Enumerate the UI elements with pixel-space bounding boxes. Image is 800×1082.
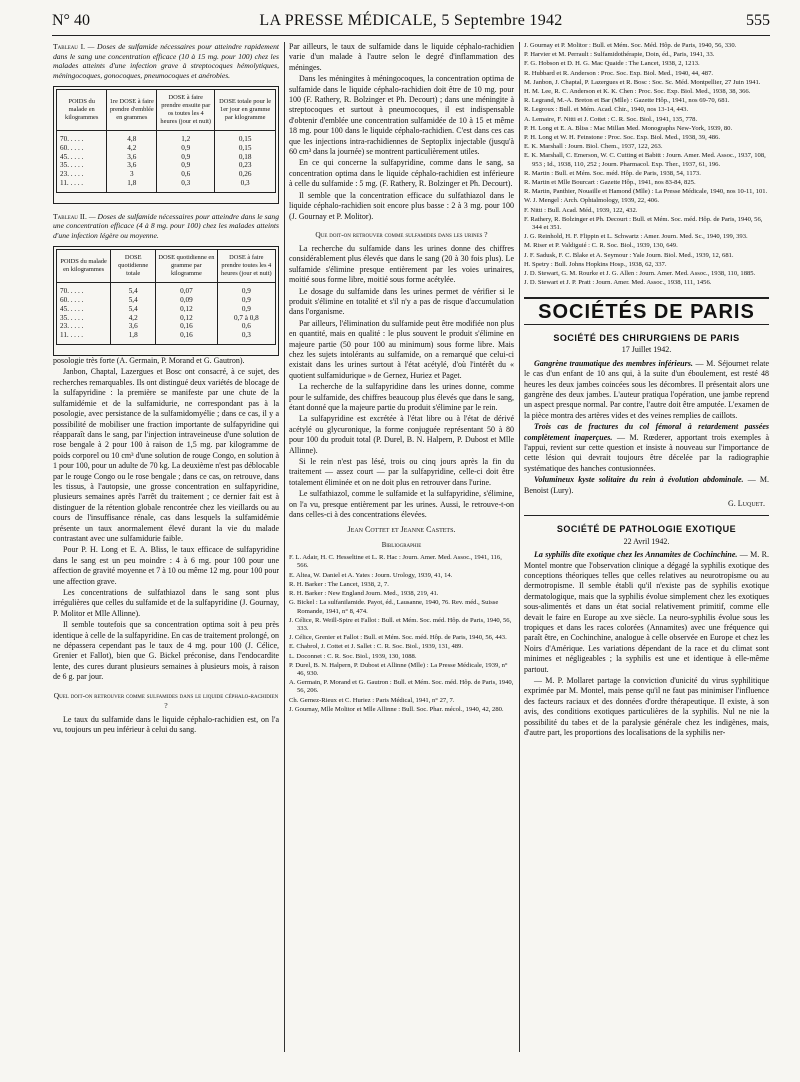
column-2-body-2	[289, 244, 514, 521]
column-header: POIDS du malade en kilogrammes	[57, 90, 107, 131]
paragraph: La recherche du sulfamide dans les urines donne des chiffres considérablement plus élevés que dans le sang (20 à 30 fois plus). Le sulfamide s'élimine presque entièrement par les voies urinaires, moitié sous forme libre, moitié sous forme acétylée.	[289, 243, 514, 285]
table-cell: 3,6	[111, 322, 156, 331]
reference-entry: P. H. Long et W. H. Feinstone : Proc. Soc. Exp. Biol. Med., 1938, 39, 486.	[524, 134, 720, 142]
table-2-frame	[53, 246, 279, 356]
table-cell: 0,3	[217, 331, 275, 344]
table-row	[57, 296, 276, 305]
table-row	[57, 179, 276, 192]
reference-entry: G. Bickel : La sulfanilamide. Payot, éd., Lausanne, 1940, 76. Rev. méd., Suisse Romande, 1941, n° 8, 474.	[289, 599, 499, 615]
table-cell: 0,9	[157, 153, 215, 162]
table-cell: 0,12	[156, 314, 218, 323]
bibliography-list-continued	[524, 42, 769, 287]
column-header: 1re DOSE à faire prendre d'emblée en grammes	[107, 90, 157, 131]
paragraph: Les concentrations de sulfathiazol dans le sang sont plus irrégulières que celles du sulfamide et de la sulfapyridine (J. Gournay, P. Molitor et Mlle Allinne).	[53, 588, 279, 618]
table-cell: 23. . . . .	[57, 170, 107, 179]
item-title: Volumineux kyste solitaire du rein à évolution abdominale.	[534, 475, 744, 485]
reference-entry: J. F. Sadusk, F. C. Blake et A. Seymour : Yale Journ. Biol. Med., 1939, 12, 681.	[524, 251, 734, 259]
societes-title: SOCIÉTÉS DE PARIS	[524, 297, 769, 317]
society-1-signature: G. Luquet.	[728, 498, 765, 508]
reference-entry: P. H. Long et E. A. Bliss : Mac Millan Med. Monographs New-York, 1939, 80.	[524, 124, 733, 132]
reference-entry: R. Legroux : Bull. et Mém. Acad. Chir., 1940, nos 13-14, 443.	[524, 106, 689, 114]
table-row	[57, 170, 276, 179]
paragraph: Par ailleurs, le taux de sulfamide dans le liquide céphalo-rachidien varie d'un malade à l'autre selon le degré d'inflammation des méninges.	[289, 42, 514, 72]
reference-entry: M. Riser et P. Valdiguié : C. R. Soc. Biol., 1939, 130, 649.	[524, 242, 678, 250]
society-1-date: 17 Juillet 1942.	[621, 345, 672, 355]
bibliography-heading: Bibliographie	[381, 541, 422, 549]
reference-entry: J. Célice, R. Weill-Spire et Fallot : Bull. et Mém. Soc. méd. Hôp. de Paris, 1940, 56, 333.	[289, 616, 512, 632]
reference-entry: J. D. Stewart et J. P. Pratt : Journ. Amer. Med. Assoc., 1938, 111, 1456.	[524, 279, 712, 287]
table-cell: 35. . . . .	[57, 161, 107, 170]
reference-entry: Ch. Gernez-Rieux et C. Huriez : Paris Médical, 1941, n° 27, 7.	[289, 696, 455, 704]
table-cell: 5,4	[111, 283, 156, 296]
table-1-label: Tableau I.	[53, 42, 85, 51]
reference-entry: W. J. Mengel : Arch. Ophtalmology, 1939, 22, 406.	[524, 197, 660, 205]
column-header: POIDS du malade en kilogrammes	[57, 250, 111, 283]
table-cell: 45. . . . .	[57, 305, 111, 314]
table-cell: 0,07	[156, 283, 218, 296]
column-1-body-2	[53, 715, 279, 736]
paragraph: Le dosage du sulfamide dans les urines permet de vérifier si le produit s'élimine en totalité et s'il n'y a pas de risque d'accumulation dans l'organisme.	[289, 286, 514, 317]
section-heading-urines: Que doit-on retrouver comme sulfamides dans les urines ?	[315, 229, 488, 239]
column-2	[289, 42, 514, 1057]
society-1-name: SOCIÉTÉ DES CHIRURGIENS DE PARIS	[524, 324, 769, 343]
table-cell: 3	[107, 170, 157, 179]
table-cell: 0,9	[157, 144, 215, 153]
paragraph: Le sulfathiazol, comme le sulfamide et la sulfapyridine, s'élimine, on l'a vu, presque entièrement par les urines. Aussi, le retrouve-t-on dans celles-ci à des concentrations élevées.	[289, 489, 514, 520]
table-row	[57, 314, 276, 323]
table-cell: 11. . . . .	[57, 179, 107, 192]
column-1-body	[53, 356, 279, 683]
column-divider-1	[284, 42, 285, 1052]
society-2-name: SOCIÉTÉ DE PATHOLOGIE EXOTIQUE	[524, 515, 769, 534]
table-cell: 60. . . . .	[57, 296, 111, 305]
column-header: DOSE à faire prendre ensuite par os toutes les 4 heures (jour et nuit)	[157, 90, 215, 131]
table-cell: 0,23	[215, 161, 276, 170]
table-cell: 4,8	[107, 131, 157, 144]
table-cell: 11. . . . .	[57, 331, 111, 344]
table-row	[57, 153, 276, 162]
item-title: Trois cas de fractures du col fémoral à retardement passées complètement inaperçues.	[524, 422, 769, 442]
table-cell: 0,16	[156, 331, 218, 344]
table-cell: 0,16	[156, 322, 218, 331]
society-2-date: 22 Avril 1942.	[623, 536, 670, 546]
reference-entry: J. G. Reinhold, H. F. Flippin et L. Schwartz : Amer. Journ. Med. Sc., 1940, 199, 393.	[524, 233, 748, 241]
reference-entry: R. H. Barker : The Lancet, 1938, 2, 7.	[289, 580, 389, 588]
reference-entry: P. Durel, B. N. Halpern, P. Dubost et Allinne (Mlle) : La Presse Médicale, 1939, n° 46, 930.	[289, 661, 508, 677]
table-row	[57, 131, 276, 144]
column-1	[53, 42, 279, 1057]
table-cell: 4,2	[107, 144, 157, 153]
paragraph: Pour P. H. Long et E. A. Bliss, le taux efficace de sulfapyridine dans le sang est un peu moindre : 4 à 6 mg. pour 100 pour une affection de gravité moyenne et 7 à 10 ou même 12 mg. pour 100 pour une affection grave.	[53, 545, 279, 586]
table-cell: 60. . . . .	[57, 144, 107, 153]
paragraph: En ce qui concerne la sulfapyridine, comme dans le sang, sa concentration optima dans le liquide céphalo-rachidien est inférieure à celle du sulfamide : 5 mg. (F. Rathery, R. Bolzinger et Ph. Decourt).	[289, 158, 514, 189]
table-cell: 70. . . . .	[57, 131, 107, 144]
table-cell: 5,4	[111, 305, 156, 314]
reference-entry: M. Janbon, J. Chaptal, P. Lazergues et R. Bosc : Soc. Sc. Méd. Montpellier, 27 Juin 1941.	[524, 78, 761, 86]
table-cell: 0,9	[217, 296, 275, 305]
table-row	[57, 305, 276, 314]
table-2-caption	[53, 212, 279, 241]
reference-entry: E. K. Marshall, C. Emerson, W. C. Cutting et Babitt : Journ. Amer. Med. Assoc., 1937, 108, 953 ; Id., 1938, 110, 252 ; Journ. Pharmacol. Exp. Ther., 1937, 61, 196.	[524, 152, 766, 168]
item-title: La syphilis dite exotique chez les Annamites de Cochinchine.	[534, 550, 738, 560]
column-header: DOSE quotidienne en gramme par kilogramme	[156, 250, 218, 283]
reference-entry: F. Nitti : Bull. Acad. Méd., 1939, 122, 432.	[524, 206, 638, 214]
society-1-item-1	[524, 359, 769, 421]
table-cell: 4,2	[111, 314, 156, 323]
section-heading-lcr: Quel doit-on retrouver comme sulfamides dans le liquide céphalo-rachidien ?	[53, 690, 279, 710]
reference-entry: J. Célice, Grenier et Fallot : Bull. et Mém. Soc. méd. Hôp. de Paris, 1940, 56, 443.	[289, 634, 507, 642]
page-header	[52, 12, 770, 34]
article-signature: Jean Cottet et Jeanne Castets.	[347, 525, 456, 535]
column-header: DOSE totale pour le 1er jour en gramme par kilogramme	[215, 90, 276, 131]
table-1-frame	[53, 86, 279, 204]
table-cell: 0,15	[215, 131, 276, 144]
reference-entry: H. M. Lee, R. C. Anderson et K. K. Chen : Proc. Soc. Exp. Biol. Med., 1938, 38, 366.	[524, 88, 751, 96]
column-divider-2	[519, 42, 520, 1052]
table-cell: 0,6	[217, 322, 275, 331]
table-1-caption-text: — Doses de sulfamide nécessaires pour atteindre rapidement dans le sang une concentration efficace (10 à 15 mg. pour 100) chez les malades atteints d'une infection grave à streptocoques hémolytiques, méningocoques, gonocoques, pneumocoques et anérobies.	[53, 42, 279, 80]
table-cell: 0,7 à 0,8	[217, 314, 275, 323]
paragraph: Janbon, Chaptal, Lazergues et Bosc ont consacré, à ce sujet, des recherches remarquables. Ils ont distingué deux variétés de blocage de la sulfapyridine : la première se manifeste par une chute de la sulfamidémie et de la sulfamidurie, ne correspondant pas à la posologie, avec persistance de la sulfamidomyélie ; dans ce cas, il y a possibilité de mobiliser une fraction importante de sulfapyridine qui réapparaît dans le sang, par l'injection intraveineuse d'une solution de rose bengale à 2 pour 100 à raison de 1,5 mg. par kilogramme de poids corporel ou 10 cm³ d'une solution de rouge Congo, en solution à 1 pour 100, pour un adulte de 70 kg. La deuxième n'est pas déblocable par le rouge Congo ou le rose bengale ; dans ce cas, on retrouve, dans les tissus, à l'autopsie, une grosse concentration en sulfapyridine, plusieurs semaines après l'arrêt du traitement ; ce dernier fait est à distinguer de la rétention globale rencontrée chez les vieillards ou au cours de l'insuffisance rénale, cas dans lesquels la sulfamidémie présente un taux anormalement élevé durant la vie du malade contrastant avec une sulfamidurie faible.	[53, 367, 279, 543]
bibliography-list	[289, 554, 514, 714]
paragraph: posologie très forte (A. Germain, P. Morand et G. Gautron).	[53, 356, 245, 366]
journal-title: LA PRESSE MÉDICALE, 5 Septembre 1942	[259, 12, 563, 29]
table-cell: 45. . . . .	[57, 153, 107, 162]
item-text: — M. Rœderer, apportant trois exemples à l'appui, revient sur cette question et insiste à nouveau sur l'importance de cette lésion qui devrait toujours être décelée par la radiographie systématique des hanches contusionnées.	[524, 432, 769, 473]
table-cell: 23. . . . .	[57, 322, 111, 331]
table-cell: 3,6	[107, 161, 157, 170]
reference-entry: R. Hubbard et R. Anderson : Proc. Soc. Exp. Biol. Med., 1940, 44, 487.	[524, 69, 714, 77]
reference-entry: J. D. Stewart, G. M. Rourke et J. G. Allen : Journ. Amer. Med. Assoc., 1938, 110, 1885.	[524, 270, 756, 278]
table-2-label: Tableau II.	[53, 211, 87, 221]
table-cell: 0,26	[215, 170, 276, 179]
reference-entry: R. H. Barker : New England Journ. Med., 1938, 219, 41.	[289, 590, 439, 598]
table-cell: 1,8	[107, 179, 157, 192]
paragraph: Dans les méningites à méningocoques, la concentration optima de sulfamide dans le liquide céphalo-rachidien doit être de 10 mg. pour 100 (F. Rathery, R. Bolzinger et Ph. Decourt) ; dans une méningite à streptocoques et surtout à pneumocoques, il est indispensable d'obtenir d'emblée une concentration sulfamidée de 10 à 15 et même 18 mg. pour 100 dans le liquide céphalo-rachidien. C'est dans ces cas que les injections intra-rachidiennes de Septoplix injectable (jusqu'à 60 cm³ dans la journée) se montrent particulièrement utiles.	[289, 74, 514, 157]
reference-entry: R. Martin : Bull. et Mém. Soc. méd. Hôp. de Paris, 1938, 54, 1173.	[524, 169, 701, 177]
item-text: — M. R. Montel montre que l'observation clinique a dégagé la syphilis exotique des conceptions théoriques telles que celles relatives au neurotropisme ou au dermotropisme. Il semble établi qu'il n'existe pas de syphilis exotique dermatologique, mais que la syphilis évolue simplement chez les exotiques sous-alimentés et dans un état social relativement primitif, comme elle devait le faire en Europe au xve siècle. La neuro-syphilis évolue sous les tropiques et dans les races colorées (Annamites) avec une fréquence qui paraît être, en Cochinchine, analogue à celle observée en Europe et chez les Noirs d'Amérique. Les variations dépendant de la race et du climat sont minimes et négligeables ; la syphilis est une et identique à elle-même partout.	[524, 550, 769, 674]
reference-entry: F. Rathery, R. Bolzinger et Ph. Decourt : Bull. et Mém. Soc. méd. Hôp. de Paris, 1940, 56, 344 et 351.	[524, 215, 763, 232]
society-2-item-1	[524, 550, 769, 675]
table-row	[57, 322, 276, 331]
table-row	[57, 283, 276, 296]
table-row	[57, 161, 276, 170]
reference-entry: A. Germain, P. Morand et G. Gautron : Bull. et Mém. Soc. méd. Hôp. de Paris, 1940, 56, 206.	[289, 679, 514, 695]
table-cell: 0,3	[215, 179, 276, 192]
paragraph: Il semble toutefois que sa concentration optima soit à peu près identique à celle de la sulfapyridine. En cas de traitement prolongé, on ne dépassera cependant pas le taux de 4 mg. pour 100 (J. Célice, Grenier et Fallot), bien que G. Bickel préconise, dans l'endocardite lente, des cures durant plusieurs semaines à plusieurs mois, à raison de 6 g. par jour.	[53, 620, 279, 682]
table-cell: 3,6	[107, 153, 157, 162]
reference-entry: E. Altea, W. Daniel et A. Yates : Journ. Urology, 1939, 41, 14.	[289, 571, 453, 579]
item-text: — M. Séjournet relate le cas d'un enfant de 10 ans qui, à la suite d'un éboulement, est resté 48 heures les deux jambes coincées sous les décombres. Il présentait alors une gangrène des deux jambes. L'auteur pratiqua l'opération, une jambe reprend un aspect presque normal. Par contre, l'autre doit être amputée. L'examen de la pièce montra des artères vides et des veines remplies de caillots.	[524, 358, 769, 420]
reference-entry: J. Gournay et P. Molitor : Bull. et Mém. Soc. Méd. Hôp. de Paris, 1940, 56, 330.	[524, 42, 737, 49]
reference-entry: H. Spetry : Bull. Johns Hopkins Hosp., 1938, 62, 337.	[524, 260, 667, 268]
table-cell: 1,2	[157, 131, 215, 144]
paragraph: La sulfapyridine est excrétée à l'état libre ou à l'état de dérivé acétylé ou glycuronique, la forme conjuguée représentant 50 à 80 pour 100 du produit total (P. Durel, B. N. Halpern, P. Dubost et Mlle Allinne).	[289, 414, 514, 455]
column-2-body	[289, 42, 514, 222]
table-cell: 5,4	[111, 296, 156, 305]
society-1-item-2	[524, 422, 769, 474]
table-cell: 1,8	[111, 331, 156, 344]
table-2	[56, 249, 276, 345]
reference-entry: R. Martin, Panthier, Nouaille et Hamond (Mlle) : La Presse Médicale, 1940, nos 10-11, 101.	[524, 188, 768, 196]
reference-entry: F. G. Hobson et D. H. G. Mac Quaide : The Lancet, 1938, 2, 1213.	[524, 60, 700, 68]
header-rule	[52, 35, 770, 36]
column-header: DOSE quotidienne totale	[111, 250, 156, 283]
item-title: Gangrène traumatique des membres inférieurs.	[534, 358, 693, 368]
paragraph: Si le rein n'est pas lésé, trois ou cinq jours après la fin du traitement — assez court — par la sulfapyridine, celle-ci doit être totalement éliminée et on ne doit plus en retrouver dans l'urine.	[289, 457, 514, 487]
table-cell: 0,15	[215, 144, 276, 153]
column-header: DOSE à faire prendre toutes les 4 heures (jour et nuit)	[217, 250, 275, 283]
reference-entry: F. L. Adair, H. C. Hesseltine et L. R. Hac : Journ. Amer. Med. Assoc., 1941, 116, 566.	[289, 554, 502, 570]
table-cell: 0,9	[157, 161, 215, 170]
table-1-caption	[53, 42, 279, 80]
table-cell: 35. . . . .	[57, 314, 111, 323]
reference-entry: E. Chabrol, J. Cottet et J. Sallet : C. R. Soc. Biol., 1939, 131, 489.	[289, 643, 464, 651]
table-cell: 0,9	[217, 283, 275, 296]
table-cell: 0,6	[157, 170, 215, 179]
reference-entry: R. Legrand, M.-A. Breton et Bar (Mlle) : Gazette Hôp., 1941, nos 69-70, 681.	[524, 97, 730, 105]
reference-entry: J. Gournay, Mlle Molitor et Mlle Allinne : Bull. Soc. Phar. mécol., 1940, 42, 280.	[289, 705, 504, 713]
reference-entry: P. Harvier et M. Perrault : Sulfamidothérapie, Doin, éd., Paris, 1941, 33.	[524, 51, 715, 59]
table-row	[57, 144, 276, 153]
reference-entry: L. Doconnet : C. R. Soc. Biol., 1939, 130, 1088.	[289, 652, 417, 660]
paragraph: Il semble que la concentration efficace du sulfathiazol dans le liquide céphalo-rachidien soit encore plus basse : 2 à 3 mg. pour 100 (J. Gournay et P. Molitor).	[289, 190, 514, 221]
table-cell: 0,18	[215, 153, 276, 162]
table-cell: 0,12	[156, 305, 218, 314]
table-cell: 0,09	[156, 296, 218, 305]
item-text: — M. Benoist (Lury).	[524, 475, 769, 495]
reference-entry: A. Lemaire, F. Nitti et J. Cottet : C. R. Soc. Biol., 1941, 135, 778.	[524, 115, 698, 123]
table-1	[56, 89, 276, 193]
reference-entry: R. Martin et Mlle Bourcart : Gazette Hôp., 1941, nos 83-84, 825.	[524, 179, 696, 187]
reference-entry: E. K. Marshall : Journ. Biol. Chem., 1937, 122, 263.	[524, 143, 663, 151]
table-2-caption-text: — Doses de sulfamide nécessaires pour atteindre dans le sang une concentration efficace (4 à 8 mg. pour 100) chez les malades atteints d'une infection légère ou moyenne.	[53, 211, 279, 240]
table-row	[57, 331, 276, 344]
paragraph: Le taux du sulfamide dans le liquide céphalo-rachidien est, on l'a vu, toujours un peu inférieur à celui du sang.	[53, 714, 279, 735]
table-cell: 70. . . . .	[57, 283, 111, 296]
table-cell: 0,3	[157, 179, 215, 192]
society-1-item-3	[524, 475, 769, 496]
paragraph: Par ailleurs, l'élimination du sulfamide peut être modifiée non plus en quantité, mais en qualité : le plus souvent le produit s'élimine en majeure partie (50 pour 100 au minimum) sous forme libre. Mais chez les sujets intolérants au sulfamide, on a remarqué que celui-ci existait dans les urines surtout à l'état acétylé, d'où l'intérêt du « quotient sulfamidurique » de Gernez, Huriez et Paget.	[289, 318, 514, 380]
issue-number: N° 40	[52, 12, 90, 29]
society-2-item-2: — M. P. Mollaret partage la conviction d'unicité du virus syphilitique exprimée par M. Montel, mais pense qu'il ne faut pas minimiser l'influence des facteurs raciaux et des données d'ordre thérapeutique. Il existe, à son avis, des conditions exotiques particulières de la syphilis. Nul ne nie la possibilité du tabes et de la paralysie générale chez les indigènes, mais, d'autre part, les proportions des localisations de la syphilis ner-	[524, 676, 769, 738]
paragraph: La recherche de la sulfapyridine dans les urines donne, comme pour le sulfamide, des chiffres beaucoup plus élevés que dans le sang, étant donné que la majeure partie du produit s'élimine par le rein.	[289, 382, 514, 412]
column-3	[524, 42, 769, 1057]
page-number: 555	[746, 12, 770, 29]
table-cell: 0,9	[217, 305, 275, 314]
